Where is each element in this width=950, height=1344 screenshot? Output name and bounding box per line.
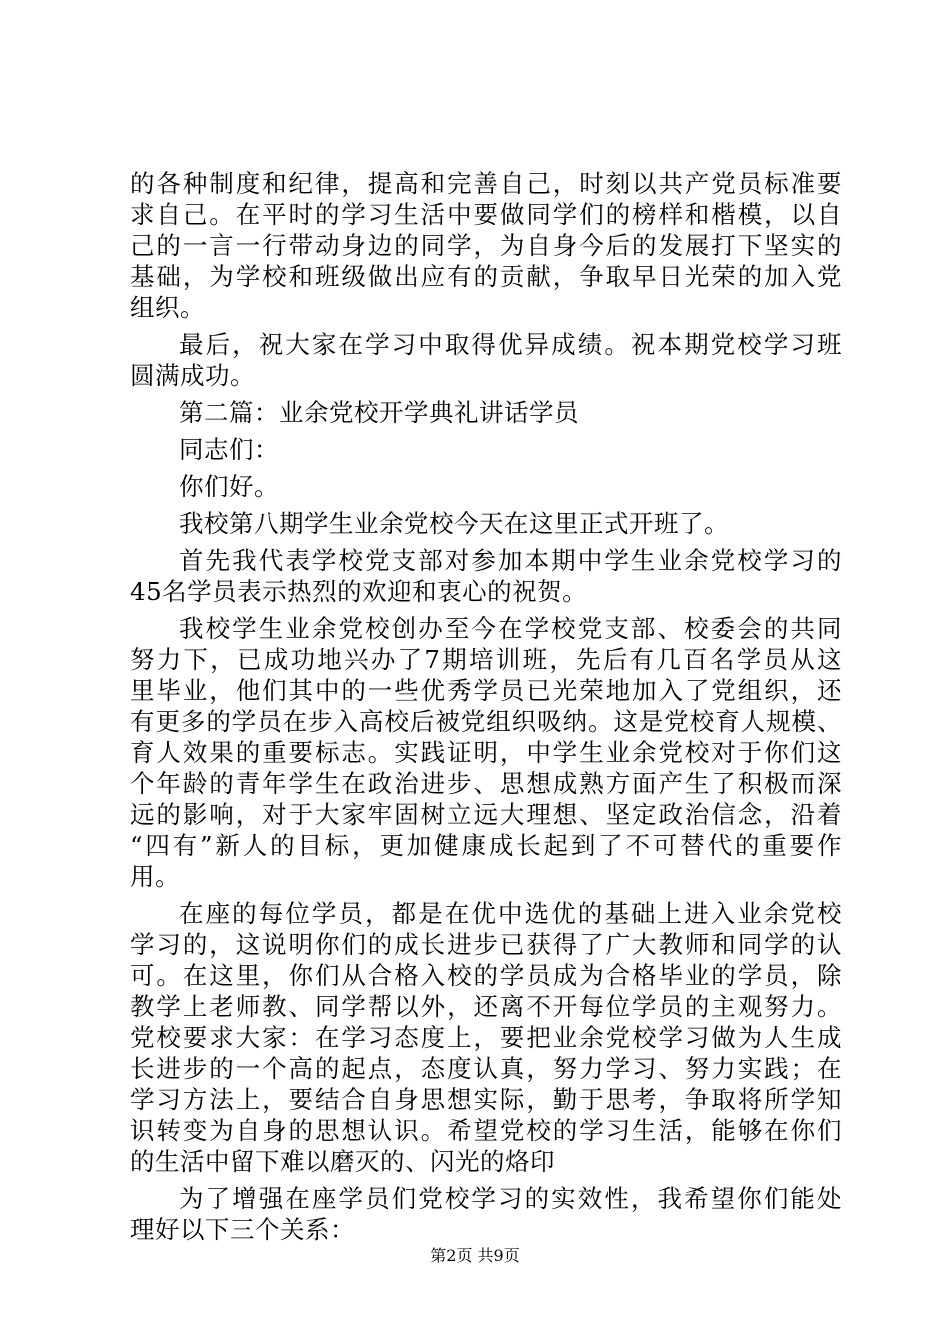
text-line: 我校学生业余党校创办至今在学校党支部、校委会的共同	[179, 614, 842, 643]
greeting: 你们好。	[179, 472, 279, 501]
text-line: 首先我代表学校党支部对参加本期中学生业余党校学习的	[179, 546, 842, 575]
paragraph-history	[130, 613, 842, 892]
text-line: 里毕业，他们其中的一些优秀学员已光荣地加入了党组织，还	[130, 676, 842, 705]
page-number-footer: 第2页 共9页	[430, 1246, 520, 1265]
text-line: 用。	[130, 862, 180, 891]
text-line: 的生活中留下难以磨灭的、闪光的烙印	[130, 1147, 555, 1176]
text-line: 努力下，已成功地兴办了7期培训班，先后有几百名学员从这	[130, 645, 842, 674]
text-line: 45名学员表示热烈的欢迎和衷心的祝贺。	[130, 577, 588, 606]
text-line: 在座的每位学员，都是在优中选优的基础上进入业余党校	[179, 899, 842, 928]
paragraph-relationships	[130, 1183, 842, 1245]
section-heading: 第二篇：业余党校开学典礼讲话学员	[179, 398, 579, 427]
paragraph-expectations	[130, 898, 842, 1177]
paragraph-opening: 我校第八期学生业余党校今天在这里正式开班了。	[179, 509, 729, 538]
text-line: 远的影响，对于大家牢固树立远大理想、坚定政治信念，沿着	[130, 800, 842, 829]
text-line: 学习方法上，要结合自身思想实际，勤于思考，争取将所学知	[130, 1085, 842, 1114]
text-line: 最后，祝大家在学习中取得优异成绩。祝本期党校学习班	[179, 330, 842, 359]
text-line: 己的一言一行带动身边的同学，为自身今后的发展打下坚实的	[130, 231, 842, 260]
text-line: 圆满成功。	[130, 361, 255, 390]
text-line: 教学上老师教、同学帮以外，还离不开每位学员的主观努力。	[130, 992, 842, 1021]
text-line: 组织。	[130, 293, 205, 322]
text-line: 长进步的一个高的起点，态度认真，努力学习、努力实践；在	[130, 1054, 842, 1083]
paragraph-welcome	[130, 545, 842, 607]
text-line: 有更多的学员在步入高校后被党组织吸纳。这是党校育人规模、	[130, 707, 842, 736]
text-line: 基础，为学校和班级做出应有的贡献，争取早日光荣的加入党	[130, 262, 842, 291]
document-body	[130, 168, 842, 1245]
text-line: 求自己。在平时的学习生活中要做同学们的榜样和楷模，以自	[130, 200, 842, 229]
text-line: 识转变为自身的思想认识。希望党校的学习生活，能够在你们	[130, 1116, 842, 1145]
text-line: 理好以下三个关系：	[130, 1215, 355, 1244]
text-line: “四有”新人的目标，更加健康成长起到了不可替代的重要作	[130, 831, 842, 860]
text-line: 可。在这里，你们从合格入校的学员成为合格毕业的学员，除	[130, 961, 842, 990]
paragraph-closing-requirements	[130, 168, 842, 323]
text-line: 学习的，这说明你们的成长进步已获得了广大教师和同学的认	[130, 930, 842, 959]
text-line: 党校要求大家：在学习态度上，要把业余党校学习做为人生成	[130, 1023, 842, 1052]
text-line: 育人效果的重要标志。实践证明，中学生业余党校对于你们这	[130, 738, 842, 767]
text-line: 个年龄的青年学生在政治进步、思想成熟方面产生了积极而深	[130, 769, 842, 798]
text-line: 的各种制度和纪律，提高和完善自己，时刻以共产党员标准要	[130, 169, 842, 198]
paragraph-wishes	[130, 329, 842, 391]
text-line: 为了增强在座学员们党校学习的实效性，我希望你们能处	[179, 1184, 842, 1213]
salutation: 同志们：	[179, 435, 279, 464]
